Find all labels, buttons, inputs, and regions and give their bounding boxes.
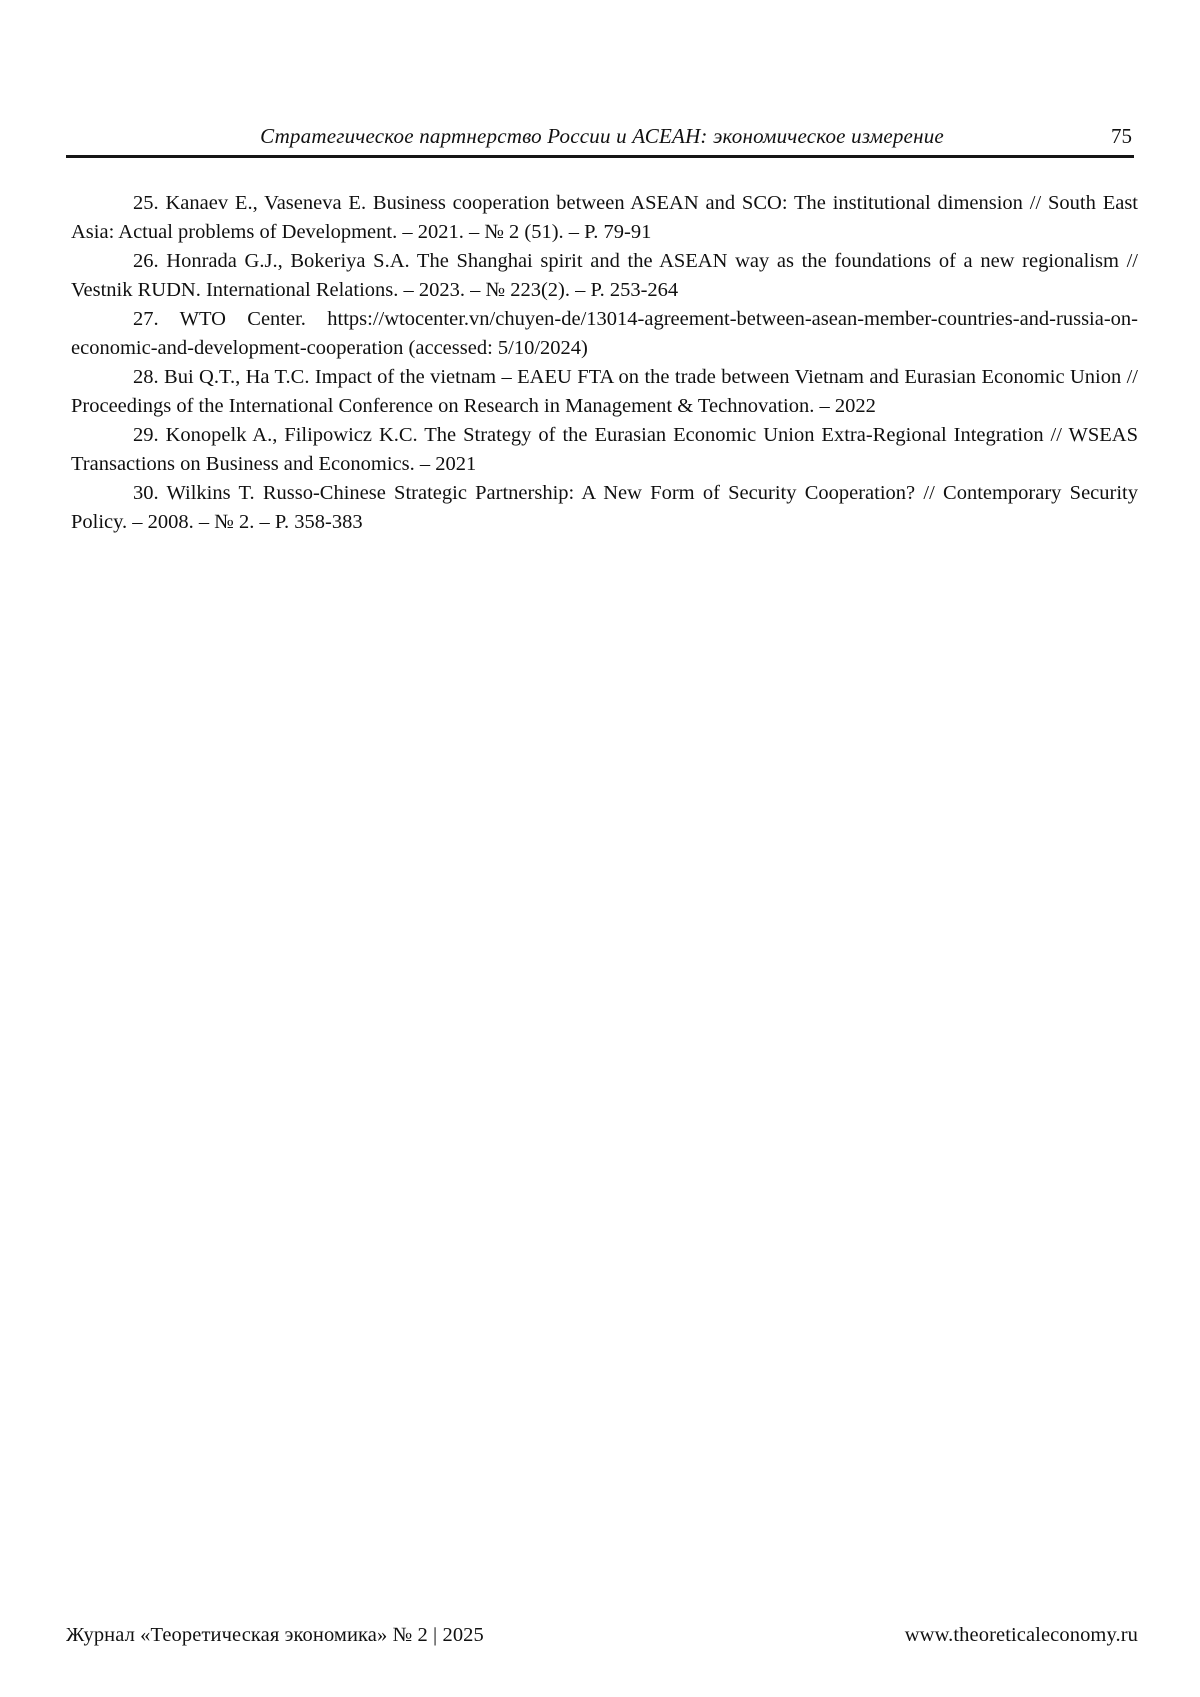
running-head-title: Стратегическое партнерство России и АСЕАН: экономическое измерение	[260, 124, 944, 148]
reference-item: 30. Wilkins T. Russo-Chinese Strategic Partnership: A New Form of Security Cooperation? // Contemporary Security Policy. – 2008. – № 2. – P. 358-383	[71, 482, 1138, 533]
running-head	[66, 124, 1138, 156]
reference-item: 26. Honrada G.J., Bokeriya S.A. The Shanghai spirit and the ASEAN way as the foundations of a new regionalism // Vestnik RUDN. International Relations. – 2023. – № 223(2). – P. 253-264	[71, 250, 1138, 301]
footer-journal-title: Журнал «Теоретическая экономика» № 2 | 2025	[66, 1624, 484, 1646]
reference-item: 28. Bui Q.T., Ha T.C. Impact of the vietnam – EAEU FTA on the trade between Vietnam and Eurasian Economic Union // Proceedings of the International Conference on Research in Management & Technovation. – 2022	[71, 366, 1138, 417]
page-number: 75	[1111, 124, 1132, 148]
reference-item: 25. Kanaev E., Vaseneva E. Business cooperation between ASEAN and SCO: The institutional dimension // South East Asia: Actual problems of Development. – 2021. – № 2 (51). – P. 79-91	[71, 192, 1138, 243]
reference-item: 27. WTO Center. https://wtocenter.vn/chuyen-de/13014-agreement-between-asean-member-countries-and-russia-on-economic-and-development-cooperation (accessed: 5/10/2024)	[71, 308, 1138, 359]
reference-item: 29. Konopelk A., Filipowicz K.C. The Strategy of the Eurasian Economic Union Extra-Regional Integration // WSEAS Transactions on Business and Economics. – 2021	[71, 424, 1138, 475]
page-footer	[66, 1624, 1138, 1647]
footer-website-url: www.theoreticaleconomy.ru	[904, 1624, 1138, 1646]
references-list	[71, 189, 1138, 537]
header-rule-divider	[66, 155, 1134, 158]
